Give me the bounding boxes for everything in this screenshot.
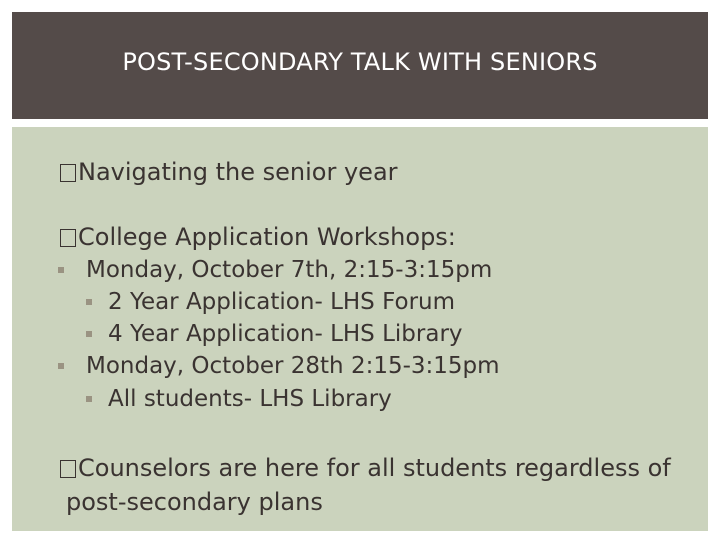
sub-sub-bullet-4year [86,318,463,350]
sub-sub-bullet-2year [86,286,455,318]
slide-title: POST-SECONDARY TALK WITH SENIORS [122,47,598,76]
bullet-counselors [62,451,702,519]
bullet-box-icon [60,460,76,478]
sub-sub-bullet-text: 2 Year Application- LHS Forum [108,289,456,315]
bullet-text: College Application Workshops: [78,223,456,251]
sub-bullet-october-7 [58,254,492,286]
bullet-box-icon [60,164,76,182]
sub-sub-bullet-text: 4 Year Application- LHS Library [108,321,463,347]
bullet-text-line2: post-secondary plans [66,488,323,516]
bullet-text-line1: Counselors are here for all students regardless of [78,454,671,482]
square-bullet-icon [58,363,64,369]
sub-bullet-text: Monday, October 28th 2:15-3:15pm [86,353,500,379]
square-bullet-icon [86,299,92,305]
bullet-text: Navigating the senior year [78,158,398,186]
sub-bullet-october-28 [58,350,500,382]
bullet-workshops [62,220,702,254]
sub-sub-bullet-all-students [86,383,392,415]
square-bullet-icon [86,396,92,402]
bullet-box-icon [60,229,76,247]
sub-sub-bullet-text: All students- LHS Library [108,386,392,412]
sub-bullet-text: Monday, October 7th, 2:15-3:15pm [86,257,493,283]
bullet-navigating [62,155,702,189]
square-bullet-icon [86,331,92,337]
content-area [12,124,708,531]
square-bullet-icon [58,267,64,273]
title-bar [12,12,708,119]
